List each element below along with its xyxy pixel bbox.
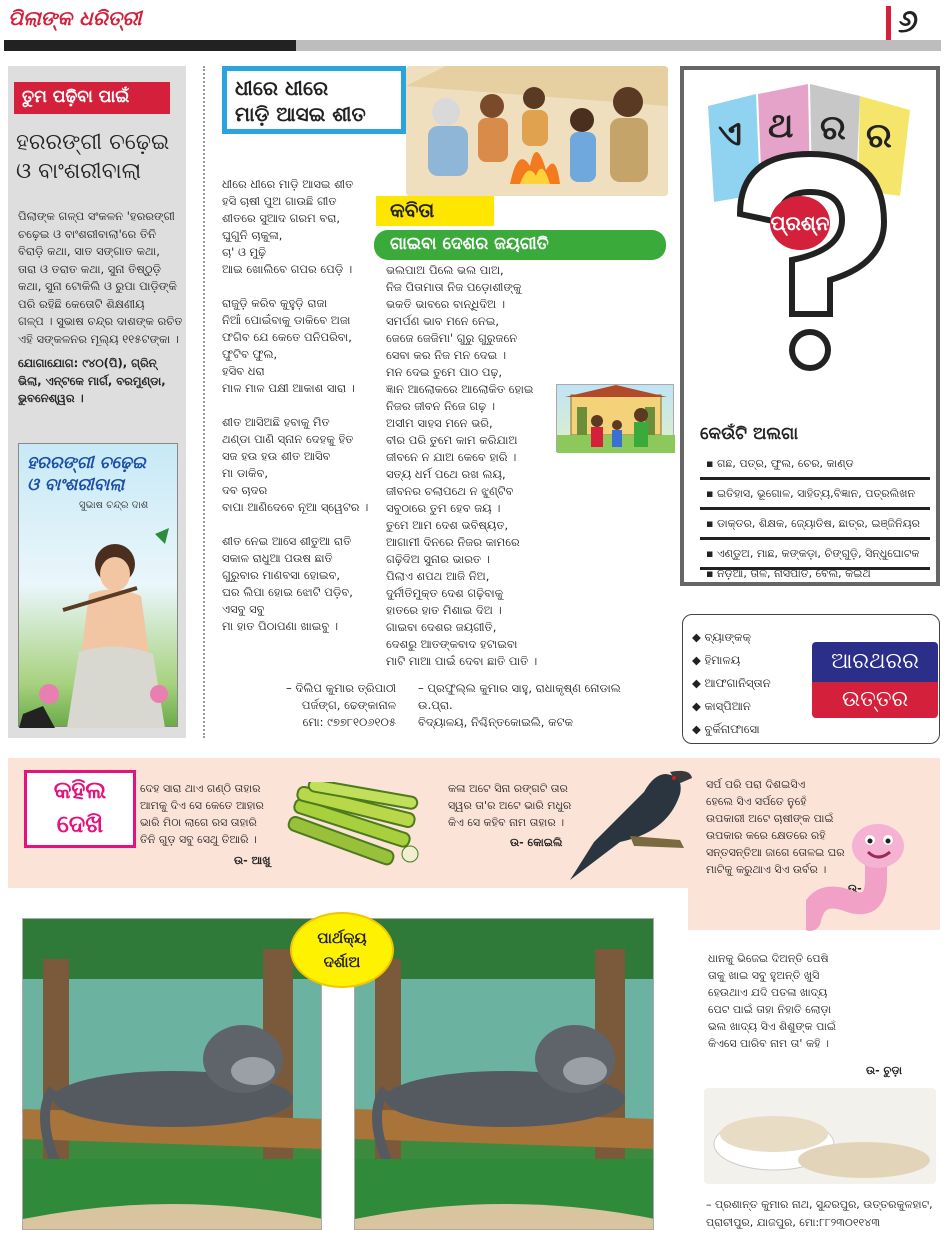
answer-item: ◆ ବୁର୍କିନାଫାସୋ: [692, 722, 760, 736]
answer-text: ହିମାଳୟ: [704, 653, 741, 667]
answers-list: [692, 626, 832, 741]
panther-illustration-right: [355, 919, 654, 1230]
riddle-2: କଳା ଅଟେ ସିନା ରଙ୍ଗଟି ତାର ସ୍ୱର ତା'ର ଅଟେ ଭାରି ମଧୁର କିଏ ସେ କହିବ ନାମ ତାହାର ।: [448, 782, 572, 829]
quiz-word-4: ର: [866, 116, 892, 156]
odd-item: ▪ ଇତିହାସ, ଭୂଗୋଳ, ସାହିତ୍ୟ,ବିଜ୍ଞାନ, ପତ୍ରଲିଖନ: [700, 482, 930, 510]
answer-item: ◆ ଆଫଗାନିସ୍ତାନ: [692, 676, 771, 690]
quiz-word-2: ଥ: [768, 106, 794, 146]
answers-heading-2: ଉତ୍ତର: [812, 682, 938, 718]
answer-item: ◆ ବ୍ୟାଙ୍କକ୍: [692, 630, 751, 644]
sugarcane-icon: [282, 782, 432, 868]
spot-difference-title: ପାର୍ଥକ୍ୟ ଦର୍ଶାଅ: [290, 912, 394, 988]
riddle-1: ଦେହ ସାରା ଥାଏ ଗଣ୍ଠି ତାହାର ଆମକୁ ଦିଏ ସେ କେତେ ଆହାର ଭାରି ମିଠା ଲାଗେ ରସ ତାହାରି ତିନି ଗୁଡ଼ ସବୁ ସେଥୁ ତିଆରି ।: [140, 782, 264, 846]
odd-item: ▪ ଏଣ୍ଡୁଅ, ମାଛ, କଙ୍କଡ଼ା, ଚିଙ୍ଗୁଡ଼ି, ସିନ୍ଧୁଘୋଟକ: [700, 542, 930, 570]
sugarcane-illustration: [282, 782, 432, 868]
riddles-credit: – ପ୍ରଶାନ୍ତ କୁମାର ନାଥ, ସୁନ୍ଦରପୁର, ଉତ୍ତରକୁଳହାଟ, ପ୍ରାଚୀପୁର, ଯାଜପୁର, ମୋ:୮୮୨୩୦୧୧୪୩: [706, 1198, 933, 1229]
quiz-word-3: ର: [820, 108, 846, 148]
riddle-1-answer: ଉ- ଆଖୁ: [234, 854, 271, 867]
book-review-tag: ତୁମ ପଢ଼ିବା ପାଇଁ: [14, 82, 170, 114]
answer-text: କାସ୍ପିଆନ: [704, 699, 751, 713]
school-children-scene: [557, 385, 675, 453]
fire-illustration: [406, 66, 668, 196]
poem2-body: ଭଲପାଅ ପିଲେ ଭଲ ପାଅ, ନିଜ ପିତାମାତା ନିଜ ପଡ଼ୋଶୀଙ୍କୁ ଭକତି ଭାବରେ ବାନ୍ଧିଦିଅ । ସମର୍ପଣ ଭାବ ମନେ ନେଇ, ଜେଜେ ଜେଜିମା' ଗୁରୁ ଗୁରୁଜନେ ସେବା କର ନିଜ ମନ ଦେଇ । ମନ ଦେଇ ତୁମେ ପାଠ ପଢ଼, ଜ୍ଞାନ ଆଲୋକରେ ଆଲୋକିତ ହୋଇ ନିଜର ଜୀବନ ନିଜେ ଗଢ଼ । ଅସୀମ ସାହସ ମନେ ଭରି, ବୀର ପରି ତୁମେ କାମ କରିଯାଅ ଜୀବନେ ନ ଯାଅ କେବେ ହାରି । ସତ୍ୟ ଧର୍ମ ପଥେ ରଖ ଲୟ, ଜୀବନର ଚଲାପଥେ ନ ଝୁଣ୍ଟିବ ସବୁଠାରେ ତୁମ ହେବ ଜୟ । ତୁମେ ଆମ ଦେଶ ଭବିଷ୍ୟତ, ଆଗାମୀ ଦିନରେ ନିଜର କାମରେ ଗଢ଼ିଦିଅ ସୁନାର ଭାରତ । ପିଲାଏ ଶପଥ ଆଜି ନିଅ, ଦୁର୍ନୀତିମୁକ୍ତ ଦେଶ ଗଢ଼ିବାକୁ ହାତରେ ହାତ ମିଶାଇ ଦିଅ । ଗାଇବା ଦେଶର ଜୟଗୀତି, ଦେଶରୁ ଆତଙ୍କବାଦ ହଟାଇବା ମାଟି ମାଆ ପାଇଁ ଦେବା ଛାତି ପାତି ।: [386, 263, 538, 668]
worm-icon: [806, 820, 926, 940]
quiz-prashna-badge: ପ୍ରଶ୍ନ: [770, 196, 830, 250]
flattened-rice-illustration: [704, 1088, 936, 1184]
book-title: ହରରଙ୍ଗୀ ଚଢ଼େଇ ଓ ବାଂଶରୀବାଲା: [16, 130, 170, 184]
poem-label: କବିତା: [376, 196, 494, 226]
book-cover: [18, 443, 178, 727]
answer-text: ବୁର୍କିନାଫାସୋ: [704, 722, 760, 736]
riddle-4-answer: ଉ- ଚୁଡ଼ା: [866, 1064, 903, 1077]
poem1-title: ଧୀରେ ଧୀରେ ମାଡ଼ି ଆସଇ ଶୀତ: [222, 66, 406, 134]
cuckoo-bird-illustration: [560, 762, 700, 880]
book-description: ପିଲାଙ୍କ ଗଳ୍ପ ସଂକଳନ 'ହରରଙ୍ଗୀ ଚଢ଼େଇ ଓ ବାଂଶରୀବାଲା'ରେ ତିନି ବିରାଡ଼ି କଥା, ସାତ ସଙ୍ଗାତ କଥା, ତାରା ଓ ତରାତ କଥା, ସୁନା ତିଷ୍ଠୁଡ଼ି କଥା, ସୁନା ଟୋକିଲି ଓ ରୁପା ପାଡ଼ିଙ୍କି ପରି ରହିଛି କେତୋଟି ଶିକ୍ଷଣୀୟ ଗଳ୍ପ । ସୁଭାଷ ଚନ୍ଦ୍ର ଦାଶଙ୍କ ରଚିତ ଏହି ସଙ୍କଳନର ମୂଲ୍ୟ ୧୧୫ଟଙ୍କା ।: [18, 209, 183, 346]
quiz-word-1: ଏ: [718, 114, 742, 154]
poem2-title: ଗାଇବା ଦେଶର ଜୟଗୀତି: [374, 230, 666, 260]
header-bar-dark: [4, 40, 296, 51]
book-cover-author: ସୁଭାଷ ଚନ୍ଦ୍ର ଦାଶ: [79, 500, 149, 511]
odd-item: ▪ ଗଛ, ପତ୍ର, ଫୁଲ, ଚେର, କାଣ୍ଡ: [700, 452, 930, 480]
poem1-body: ଧୀରେ ଧୀରେ ମାଡ଼ି ଆସଇ ଶୀତ ହସି ଚାଷୀ ପୁଅ ଗାଉଛି ଗୀତ ଶୀତରେ ସୁଆଦ ଗରମ ବରା, ଘୁଗୁନି ଚାକୁଳା, ଚା' ଓ ମୁଢ଼ି ଆଇ ଖୋଲିବେ ଗପର ପେଡ଼ି । ରାଜୁଡ଼ି କରିବ କୁହୁଡ଼ି ରାଜା ନିଆଁ ପୋଇଁବାକୁ ଡାକିବେ ଅଜା ଫଗିବ ଯେ କେତେ ପନିପରିବା, ଫୁଟିବ ଫୁଲ, ହସିବ ଧରା ମାଳ ମାଳ ପକ୍ଷୀ ଆକାଶ ସାରା । ଶୀତ ଆସିଅଛି ହବାକୁ ମିତ ଥଣ୍ଡା ପାଣି ସ୍ନାନ ଦେହକୁ ହିତ ସଜ ହଉ ହଉ ଶୀତ ଆସିବ ମା ଡାକିବ, ଦବ ଚାଦର ବାପା ଆଣିଦେବେ ନୂଆ ସ୍ୱେଟର । ଶୀତ ନେଇ ଆସେ ଶୀତୁଆ ରାତି ସକାଳ ରାଧୁଆ ପଉଷ ଛାତି ଗୁରୁବାର ମାଣବସା ହୋଇବ, ଘର ଲିପା ହୋଇ ଝୋଟି ପଡ଼ିବ, ଏସବୁ ସବୁ ମା ହାତ ପିଠାପଣା ଖାଇବୁ ।: [222, 177, 369, 633]
answer-item: ◆ କାସ୍ପିଆନ: [692, 699, 751, 713]
answer-text: ବ୍ୟାଙ୍କକ୍: [704, 630, 751, 644]
answers-heading-1: ଆରଥରର: [812, 642, 938, 682]
book-cover-title: ହରରଙ୍ଗୀ ଚଢ଼େଇ ଓ ବାଂଶରୀବାଲା: [27, 453, 146, 495]
panther-illustration-left: [23, 919, 322, 1230]
cuckoo-icon: [560, 762, 700, 880]
riddle-2-answer: ଉ- କୋଇଲି: [510, 836, 563, 849]
spot-difference-panel-right: [354, 918, 654, 1230]
school-illustration: [556, 384, 674, 452]
earthworm-illustration: [806, 820, 926, 940]
spot-difference-panel-left: [22, 918, 322, 1230]
flattened-rice-icon: [704, 1088, 936, 1184]
poem2-author: – ପ୍ରଫୁଲ୍ଲ କୁମାର ସାହୁ, ରାଧାକୃଷ୍ଣ ନୋଡାଲ ଉ.ପ୍ରା. ବିଦ୍ୟାଳୟ, ନିଶ୍ଚିନ୍ତକୋଇଲି, କଟକ: [418, 681, 621, 729]
answer-text: ଆଫଗାନିସ୍ତାନ: [704, 676, 771, 690]
odd-one-out-title: କେଉଁଟି ଅଲଗା: [700, 424, 799, 444]
magazine-logo: ପିଲାଙ୍କ ଧରିତ୍ରୀ: [8, 6, 142, 30]
odd-item: ▪ ଡାକ୍ତର, ଶିକ୍ଷକ, ଜ୍ୟୋତିଷ, ଛାତ୍ର, ଇଞ୍ଜିନିୟର: [700, 512, 930, 540]
flute-player-illustration: [19, 444, 179, 728]
riddle-4: ଧାନକୁ ଭିଜେଇ ଦିଅନ୍ତି ପେଷି ତାକୁ ଖାଇ ସବୁ ହୁଅନ୍ତି ଖୁସି ହେଉଥାଏ ଯଦି ପତଳା ଖାଦ୍ୟ ପେଟ ପାଇଁ ତାହା ନିହାତି ଲୋଡ଼ା ଭଲ ଖାଦ୍ୟ ସିଏ ଶିଶୁଙ୍କ ପାଇଁ କିଏସେ ପାରିବ ନାମ ତା' କହି ।: [708, 952, 836, 1050]
poem1-author: – ଦିଲିପ କୁମାର ତ୍ରିପାଠୀ ପର୍ଜଙ୍ଗ, ଢେଙ୍କାନାଳ ମୋ: ୯୭୭୮୧୦୬୧୦୫: [286, 681, 396, 729]
book-contact: ଯୋଗାଯୋଗ: ୯୪୦(ପି), ଗ୍ରିନ୍ ଭିଲା, ଏନ୍‌ଟକେ ମାର୍ଗ, ବରମୁଣ୍ଡା, ଭୁବନେଶ୍ୱର ।: [18, 356, 166, 405]
page-number: ୬: [898, 2, 919, 40]
family-around-fire: [406, 66, 668, 196]
header-bar-grey: [296, 40, 941, 51]
answer-item: ◆ ହିମାଳୟ: [692, 653, 741, 667]
riddle-3-answer: ଉ- ଜିଆ: [848, 882, 884, 895]
column-divider: [203, 66, 205, 738]
riddles-heading: କହିଲ ଦେଖି: [24, 770, 136, 848]
riddle-3: ସର୍ପ ପରି ପରା ଦିଶଇସିଏ ହେଲେ ସିଏ ସର୍ପତେ ନୁହେଁ ଉପକାରୀ ଅଟେ ଚାଷୀଙ୍କ ପାଇଁ ଉପକାର କରେ କ୍ଷେତରେ ରହି ସନ୍ତସନ୍ତିଆ ଜାଗେ ତୋଳଇ ଘର ମାଟିକୁ କରୁଥାଏ ସିଏ ଉର୍ବର ।: [706, 778, 845, 876]
odd-item: ▪ ନଡ଼ିଆ, ତାଳ, ନାସପାତି, ବେଲ, କଇଥ: [706, 567, 871, 580]
